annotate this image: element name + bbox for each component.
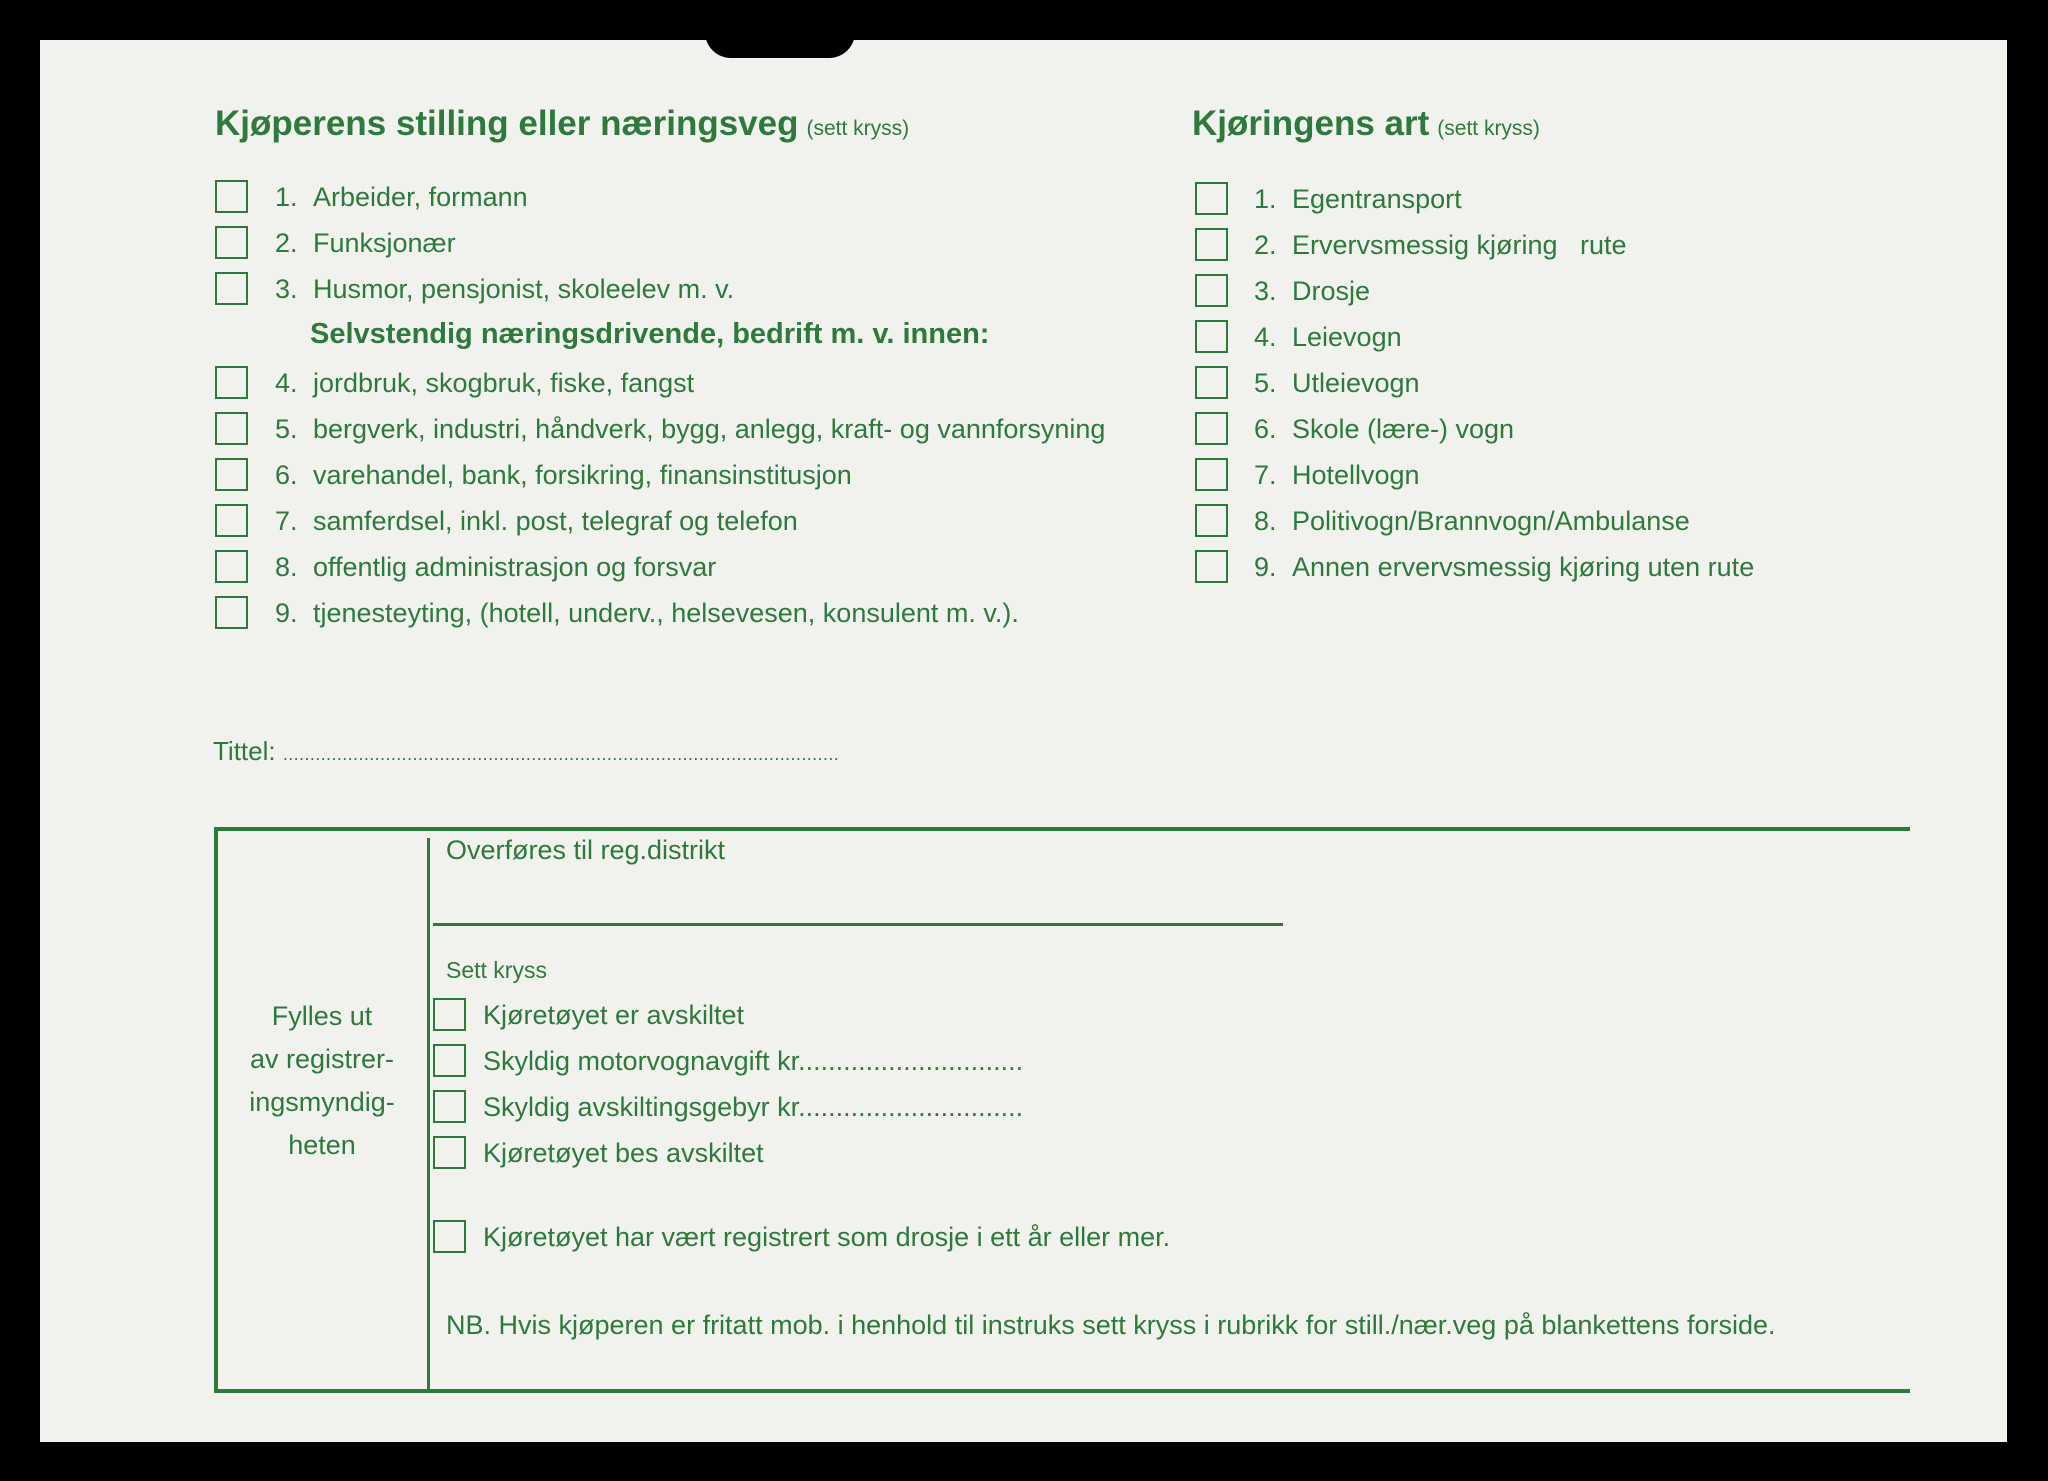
right-checkbox-6[interactable]	[1195, 412, 1228, 445]
item-number: 7.	[1254, 459, 1277, 490]
left-title-note: (sett kryss)	[806, 117, 910, 140]
transfer-input-line[interactable]	[433, 923, 1283, 926]
left-checkbox-2[interactable]	[215, 226, 248, 259]
side-label-line: ingsmyndig-	[249, 1087, 395, 1117]
item-label: Funksjonær	[313, 227, 456, 258]
right-item-5	[1254, 365, 1420, 401]
right-item-6	[1254, 411, 1514, 447]
left-checkbox-4[interactable]	[215, 366, 248, 399]
item-label: Ervervsmessig kjøring rute	[1292, 229, 1627, 260]
tittel-label: Tittel:	[213, 736, 276, 766]
item-number: 6.	[1254, 413, 1277, 444]
left-item-2	[275, 225, 456, 261]
right-item-9	[1254, 549, 1754, 585]
right-item-7	[1254, 457, 1420, 493]
side-label-line: Fylles ut	[271, 1001, 373, 1031]
right-title-text: Kjøringens art	[1192, 104, 1430, 143]
tittel-dotted-line: .......................................................................................................	[282, 744, 840, 764]
right-checkbox-2[interactable]	[1195, 228, 1228, 261]
transfer-label: Overføres til reg.distrikt	[446, 835, 726, 865]
left-item-5	[275, 411, 1105, 447]
item-number: 3.	[1254, 275, 1277, 306]
left-item-9	[275, 595, 1019, 631]
registry-box-left-border	[214, 827, 218, 1393]
right-checkbox-9[interactable]	[1195, 550, 1228, 583]
left-checkbox-3[interactable]	[215, 272, 248, 305]
right-title-note: (sett kryss)	[1437, 117, 1540, 140]
item-number: 4.	[1254, 321, 1277, 352]
item-label: tjenesteyting, (hotell, underv., helsevesen, konsulent m. v.).	[313, 597, 1019, 628]
tittel-field[interactable]	[213, 736, 839, 767]
item-label: bergverk, industri, håndverk, bygg, anlegg, kraft- og vannforsyning	[313, 413, 1106, 444]
item-label: Egentransport	[1292, 183, 1462, 214]
left-item-3	[275, 271, 734, 307]
left-item-1	[275, 179, 528, 215]
item-number: 1.	[275, 181, 298, 212]
item-label: samferdsel, inkl. post, telegraf og telefon	[313, 505, 798, 536]
registry-checkbox-1[interactable]	[433, 998, 466, 1031]
registry-side-label	[222, 995, 422, 1167]
item-number: 5.	[275, 413, 298, 444]
item-number: 2.	[275, 227, 298, 258]
item-label: varehandel, bank, forsikring, finansinstitusjon	[313, 459, 852, 490]
left-item-6	[275, 457, 852, 493]
item-number: 8.	[275, 551, 298, 582]
left-checkbox-9[interactable]	[215, 596, 248, 629]
left-title-text: Kjøperens stilling eller næringsveg	[215, 104, 799, 143]
left-checkbox-7[interactable]	[215, 504, 248, 537]
item-label: Politivogn/Brannvogn/Ambulanse	[1292, 505, 1690, 536]
side-label-line: av registrer-	[249, 1044, 395, 1074]
item-label: Skole (lære-) vogn	[1292, 413, 1515, 444]
left-section-title	[215, 104, 909, 144]
item-label: Drosje	[1292, 275, 1371, 306]
item-label: Utleievogn	[1292, 367, 1420, 398]
right-checkbox-1[interactable]	[1195, 182, 1228, 215]
right-checkbox-7[interactable]	[1195, 458, 1228, 491]
side-label-line: heten	[288, 1130, 356, 1160]
registry-box-divider	[427, 838, 430, 1389]
right-checkbox-5[interactable]	[1195, 366, 1228, 399]
right-checkbox-3[interactable]	[1195, 274, 1228, 307]
left-item-4	[275, 365, 694, 401]
item-number: 6.	[275, 459, 298, 490]
item-number: 5.	[1254, 367, 1277, 398]
right-item-8	[1254, 503, 1690, 539]
right-item-2	[1254, 227, 1627, 263]
nb-note: NB. Hvis kjøperen er fritatt mob. i henhold til instruks sett kryss i rubrikk for still./nær.veg på blankettens forside.	[446, 1310, 1776, 1340]
registry-checkbox-4[interactable]	[433, 1136, 466, 1169]
item-label: Arbeider, formann	[313, 181, 528, 212]
left-checkbox-5[interactable]	[215, 412, 248, 445]
right-item-3	[1254, 273, 1370, 309]
registry-checkbox-3[interactable]	[433, 1090, 466, 1123]
registry-check-label-4: Kjøretøyet bes avskiltet	[483, 1138, 764, 1168]
item-label: Husmor, pensjonist, skoleelev m. v.	[313, 273, 735, 304]
registry-box-top-border	[214, 827, 1910, 831]
left-checkbox-1[interactable]	[215, 180, 248, 213]
item-number: 2.	[1254, 229, 1277, 260]
drosje-checkbox[interactable]	[433, 1220, 466, 1253]
right-item-1	[1254, 181, 1462, 217]
item-number: 4.	[275, 367, 298, 398]
right-item-4	[1254, 319, 1402, 355]
item-label: Hotellvogn	[1292, 459, 1420, 490]
item-label: offentlig administrasjon og forsvar	[313, 551, 717, 582]
item-number: 1.	[1254, 183, 1277, 214]
right-section-title	[1192, 104, 1540, 144]
registry-box-bottom-border	[214, 1389, 1910, 1393]
paper-notch	[705, 32, 855, 58]
left-item-8	[275, 549, 716, 585]
drosje-check-label: Kjøretøyet har vært registrert som drosje i ett år eller mer.	[483, 1222, 1171, 1252]
registry-check-label-2: Skyldig motorvognavgift kr..............................	[483, 1046, 1024, 1076]
right-checkbox-4[interactable]	[1195, 320, 1228, 353]
registry-checkbox-2[interactable]	[433, 1044, 466, 1077]
item-label: jordbruk, skogbruk, fiske, fangst	[313, 367, 695, 398]
item-number: 9.	[1254, 551, 1277, 582]
item-number: 8.	[1254, 505, 1277, 536]
left-item-7	[275, 503, 798, 539]
item-label: Leievogn	[1292, 321, 1402, 352]
right-checkbox-8[interactable]	[1195, 504, 1228, 537]
item-number: 3.	[275, 273, 298, 304]
left-checkbox-6[interactable]	[215, 458, 248, 491]
registry-check-label-3: Skyldig avskiltingsgebyr kr..............................	[483, 1092, 1024, 1122]
registry-check-label-1: Kjøretøyet er avskiltet	[483, 1000, 745, 1030]
left-subheading: Selvstendig næringsdrivende, bedrift m. v. innen:	[310, 318, 990, 350]
item-label: Annen ervervsmessig kjøring uten rute	[1292, 551, 1755, 582]
item-number: 9.	[275, 597, 298, 628]
sett-kryss-label: Sett kryss	[446, 957, 547, 983]
left-checkbox-8[interactable]	[215, 550, 248, 583]
item-number: 7.	[275, 505, 298, 536]
